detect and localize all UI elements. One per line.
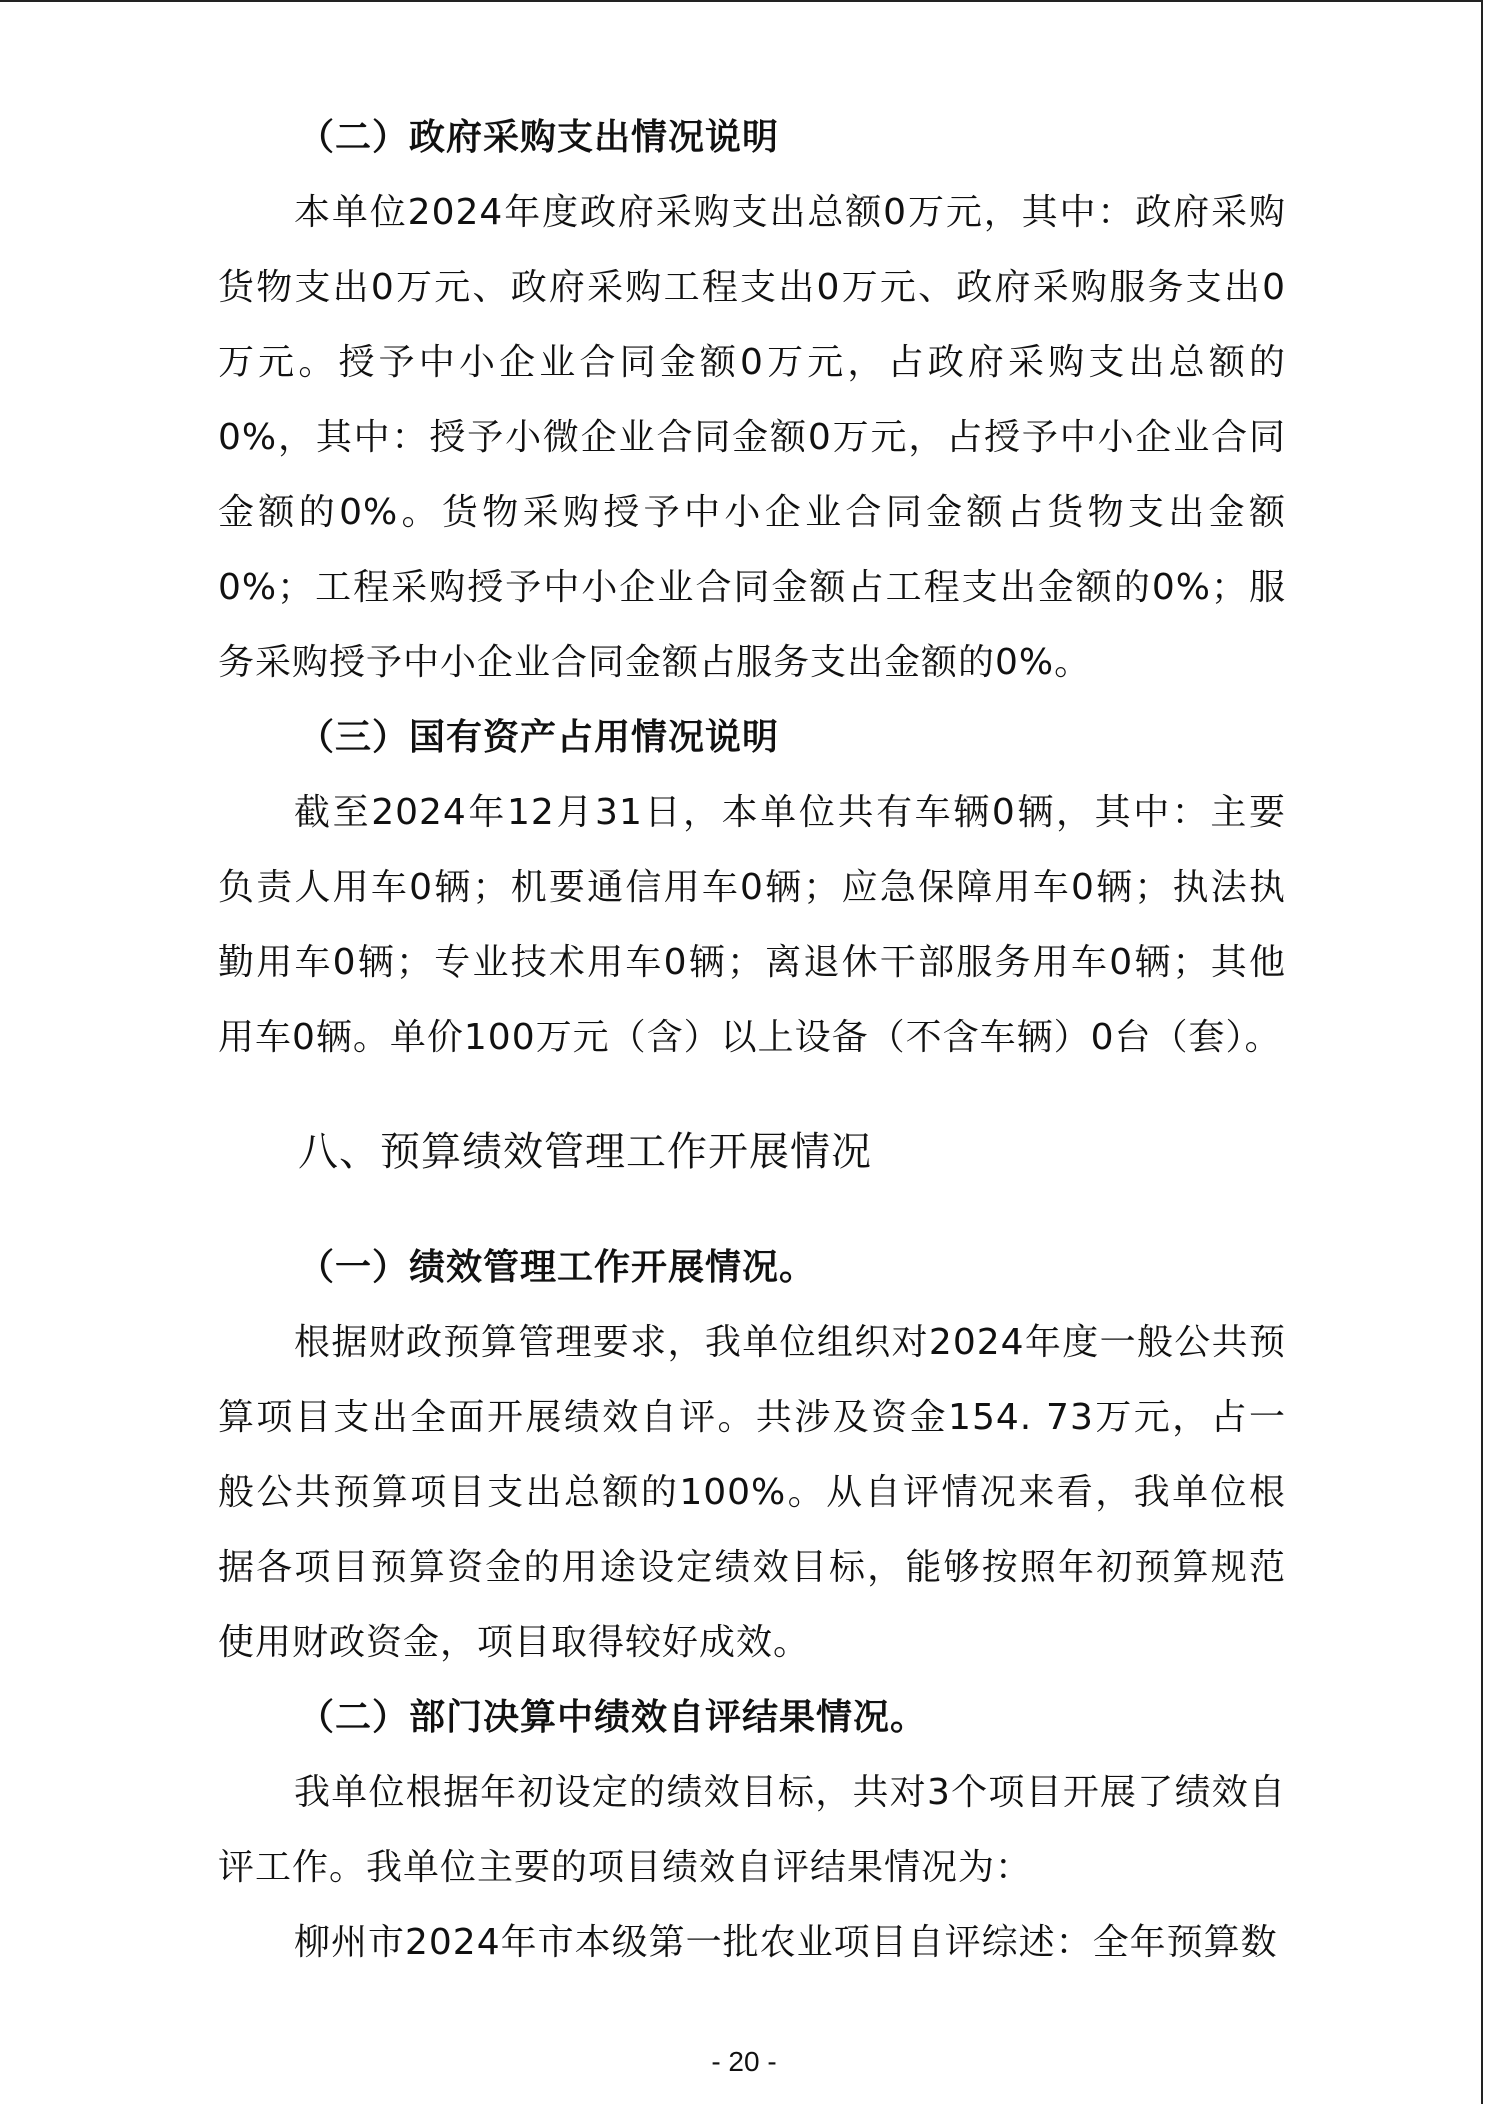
paragraph-state-assets: 截至2024年12月31日，本单位共有车辆0辆，其中：主要负责人用车0辆；机要通信用车0辆；应急保障用车0辆；执法执勤用车0辆；专业技术用车0辆；离退休干部服务用车0辆；其他用车0辆。单价100万元（含）以上设备（不含车辆）0台（套）。 <box>218 792 1286 1058</box>
page-number: - 20 - <box>711 2046 777 2077</box>
paragraph-self-evaluation: 我单位根据年初设定的绩效目标，共对3个项目开展了绩效自评工作。我单位主要的项目绩效自评结果情况为： <box>218 1772 1286 1888</box>
document-body <box>218 100 1286 1980</box>
subsection-heading-self-evaluation: （二）部门决算中绩效自评结果情况。 <box>298 1697 928 1738</box>
subsection-heading-procurement: （二）政府采购支出情况说明 <box>298 117 780 158</box>
paragraph-project-summary: 柳州市2024年市本级第一批农业项目自评综述：全年预算数 <box>294 1922 1278 1963</box>
subsection-heading-performance-work: （一）绩效管理工作开展情况。 <box>298 1247 817 1288</box>
paragraph-procurement: 本单位2024年度政府采购支出总额0万元，其中：政府采购货物支出0万元、政府采购工程支出0万元、政府采购服务支出0万元。授予中小企业合同金额0万元，占政府采购支出总额的0%，其中：授予小微企业合同金额0万元，占授予中小企业合同金额的0%。货物采购授予中小企业合同金额占货物支出金额0%；工程采购授予中小企业合同金额占工程支出金额的0%；服务采购授予中小企业合同金额占服务支出金额的0%。 <box>218 192 1286 683</box>
paragraph-performance-work: 根据财政预算管理要求，我单位组织对2024年度一般公共预算项目支出全面开展绩效自评。共涉及资金154. 73万元，占一般公共预算项目支出总额的100%。从自评情况来看，我单位根据各项目预算资金的用途设定绩效目标，能够按照年初预算规范使用财政资金，项目取得较好成效。 <box>218 1322 1286 1663</box>
section-title-performance: 八、预算绩效管理工作开展情况 <box>298 1129 872 1175</box>
subsection-heading-state-assets: （三）国有资产占用情况说明 <box>298 717 780 758</box>
